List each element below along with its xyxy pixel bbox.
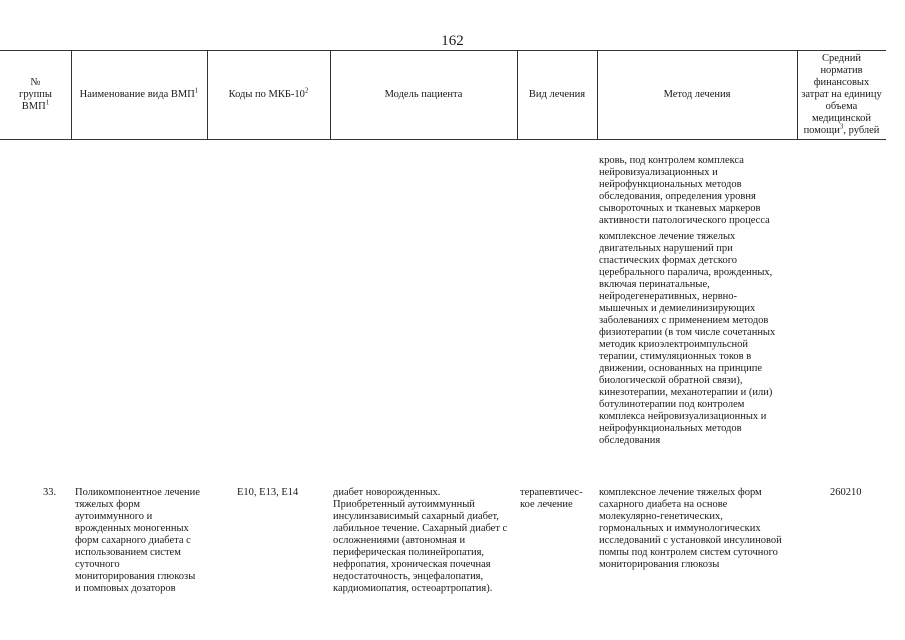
table-header [0,50,886,140]
header-icd-codes: Коды по МКБ-$10^2$ [228,86,309,100]
row-treatment-method: комплексное лечение тяжелых форм сахарного диабета на основе молекулярно-генетических, гормональных и иммунологических исследований с установкой инсулиновой помпы под контролем систем суточного мониторирования глюкозы [599,487,782,570]
page-number: 162 [441,33,464,49]
row-treatment-type: терапевтичес- кое лечение [520,487,583,510]
header-treatment-type: Вид лечения [528,89,586,100]
method-paragraph: комплексное лечение тяжелых двигательных нарушений при спастических формах детского церебрального паралича, врожденных, включая перинатальные, нейродегенеративных, нервно- мышечных и демиелинизирующих заболеваниях с применением методов физиотерапии (в том числе сочетанных методик криоэлектроимпульсной терапии, стимуляционных токов в движении, основанных на принципе биологической обратной связи), кинезотерапии, механотерапии и (или) ботулинотерапии под контролем комплекса нейровизуализационных и нейрофункциональных методов обследования [599,231,776,446]
header-vmp-name: Наименование вида ВМП$^1$ [79,86,199,100]
header-treatment-method: Метод лечения [663,89,731,100]
row-group-number: 33. [43,487,57,498]
row-cost: 260210 [830,487,862,498]
row-vmp-name: Поликомпонентное лечение тяжелых форм аутоиммунного и врожденных моногенных форм сахарного диабета с использованием систем суточного мониторирования глюкозы и помповых дозаторов [75,487,200,594]
row-patient-model: диабет новорожденных. Приобретенный аутоиммунный инсулинзависимый сахарный диабет, лабильное течение. Сахарный диабет с осложнениями (автономная и периферическая полинейропатия, нефропатия, хроническая почечная недостаточность, энцефалопатия, кардиомиопатия, остеоартропатия). [333,487,508,594]
header-patient-model: Модель пациента [384,89,463,100]
row-icd-codes: E10, E13, E14 [237,487,299,498]
continued-treatment-methods [599,155,775,447]
header-group-number: № группы ВМП$^1$ [19,77,52,112]
method-paragraph: кровь, под контролем комплекса нейровизуализационных и нейрофункциональных методов обследования, определения уровня сывороточных и тканевых маркеров активности патологического процесса [599,155,770,226]
header-cost: Средний норматив финансовых затрат на единицу объема медицинской помощи$^3$, рублей [801,53,882,136]
